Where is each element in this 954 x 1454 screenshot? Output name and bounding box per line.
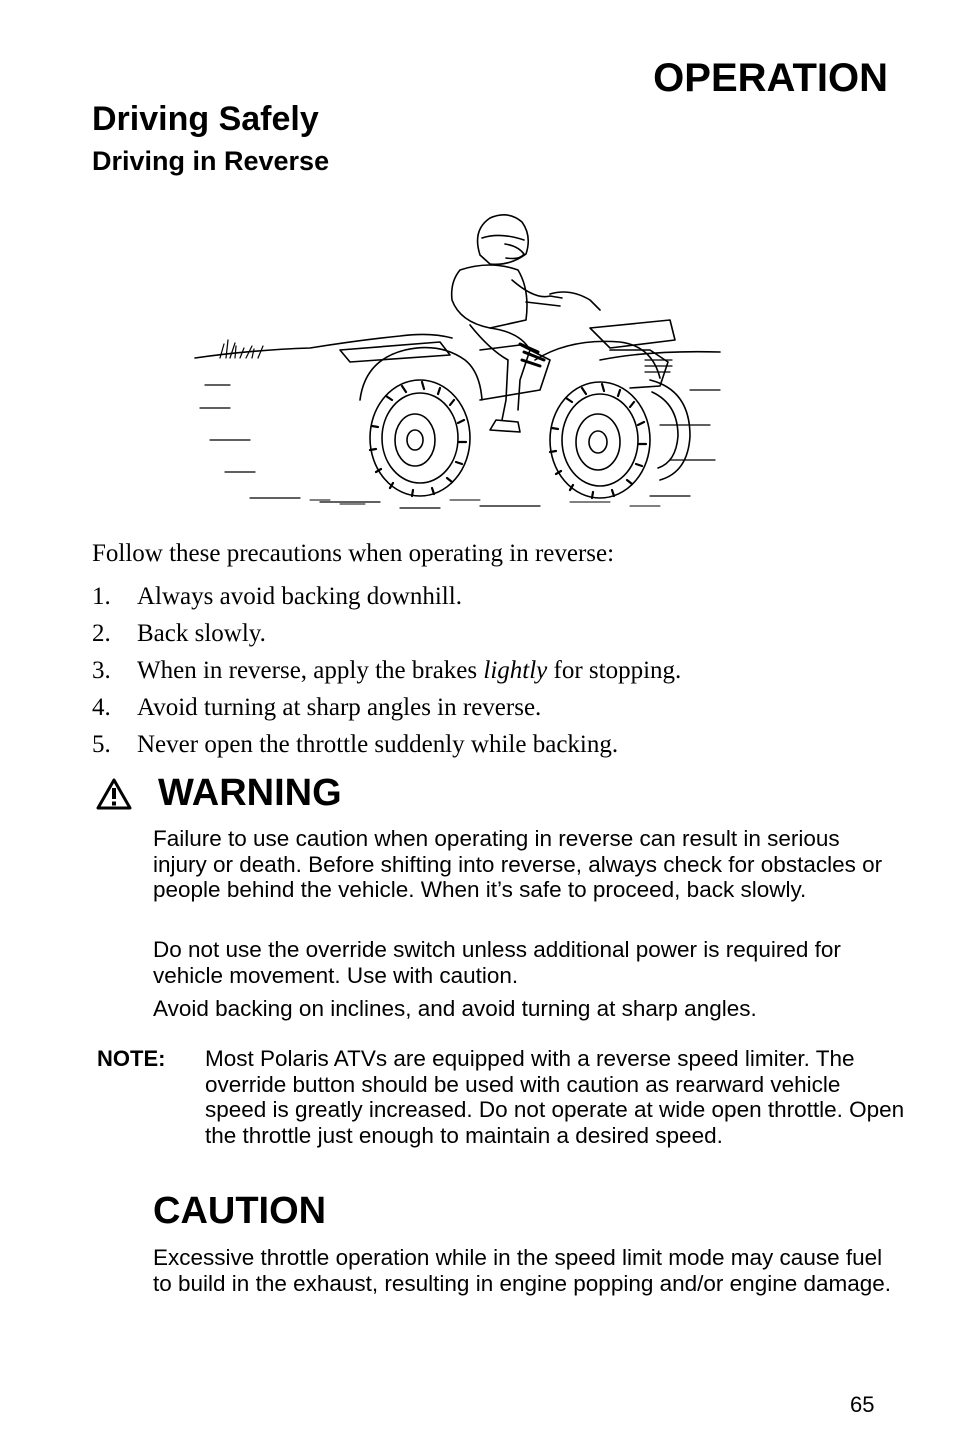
- step-text: Back slowly.: [137, 620, 266, 647]
- step-text: Avoid turning at sharp angles in reverse.: [137, 694, 542, 721]
- intro-text: Follow these precautions when operating in reverse:: [92, 540, 615, 567]
- step-number: 5.: [92, 731, 111, 758]
- step-number: 3.: [92, 657, 111, 684]
- warning-paragraph-3: Avoid backing on inclines, and avoid turning at sharp angles.: [153, 996, 757, 1021]
- step-text-before: When in reverse, apply the brakes: [137, 657, 484, 684]
- step-number: 4.: [92, 694, 111, 721]
- page-subtitle: Driving in Reverse: [92, 146, 330, 176]
- caution-title: CAUTION: [153, 1190, 327, 1232]
- warning-title: WARNING: [158, 772, 342, 814]
- section-title: OPERATION: [653, 56, 888, 100]
- step-number: 2.: [92, 620, 111, 647]
- warning-triangle-icon: [96, 778, 132, 810]
- step-text-after: for stopping.: [547, 657, 682, 684]
- note-label: NOTE:: [97, 1046, 166, 1071]
- warning-paragraph-2: Do not use the override switch unless additional power is required for vehicle movement. Use with caution.: [153, 937, 841, 988]
- list-item: [92, 582, 681, 619]
- atv-rider-illustration: [190, 210, 730, 515]
- precautions-list: [92, 582, 681, 767]
- list-item: [92, 730, 681, 767]
- caution-text: Excessive throttle operation while in the speed limit mode may cause fuel to build in the exhaust, resulting in engine popping and/or engine damage.: [153, 1245, 892, 1296]
- step-text: Never open the throttle suddenly while backing.: [137, 731, 619, 758]
- step-number: 1.: [92, 583, 111, 610]
- list-item: [92, 619, 681, 656]
- step-text-emphasis: lightly: [483, 657, 548, 684]
- list-item: [92, 693, 681, 730]
- warning-paragraph-1: Failure to use caution when operating in reverse can result in serious injury or death. Before shifting into reverse, always check for obstacles or people behind the vehicle. When it’s safe to proceed, back slowly.: [153, 826, 883, 902]
- note-text: Most Polaris ATVs are equipped with a reverse speed limiter. The override button should be used with caution as rearward vehicle speed is greatly increased. Do not operate at wide open throttle. Open the throttle just enough to maintain a desired speed.: [205, 1046, 905, 1148]
- list-item: [92, 656, 681, 693]
- page-title: Driving Safely: [92, 100, 319, 138]
- page-number: 65: [850, 1392, 875, 1417]
- step-text: Always avoid backing downhill.: [137, 583, 462, 610]
